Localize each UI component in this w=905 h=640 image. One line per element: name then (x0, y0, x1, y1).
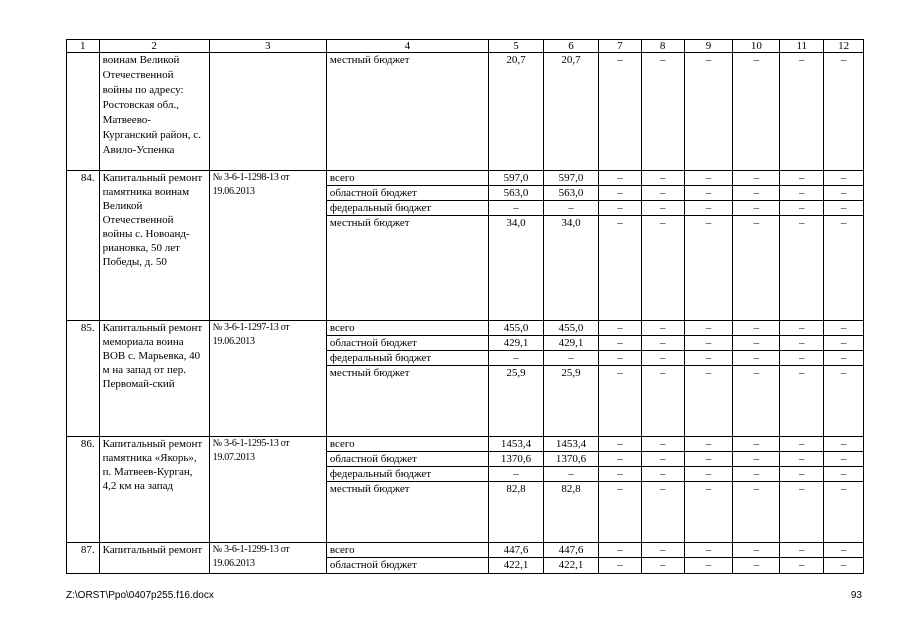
column-number-header: 11 (780, 40, 824, 53)
value-column-10: – (733, 482, 780, 543)
funding-source-label: местный бюджет (326, 53, 488, 171)
table-header-row (67, 40, 864, 53)
value-column-9: – (684, 201, 733, 216)
value-column-6: 1370,6 (543, 452, 598, 467)
value-column-9: – (684, 452, 733, 467)
column-number-header: 6 (543, 40, 598, 53)
value-column-12: – (824, 366, 864, 437)
value-column-8: – (641, 186, 684, 201)
value-column-6: 1453,4 (543, 437, 598, 452)
value-column-8: – (641, 171, 684, 186)
value-column-7: – (598, 216, 641, 321)
value-column-6: – (543, 351, 598, 366)
value-column-10: – (733, 171, 780, 186)
value-column-10: – (733, 201, 780, 216)
value-column-6: 429,1 (543, 336, 598, 351)
value-column-7: – (598, 53, 641, 171)
funding-source-label: всего (326, 171, 488, 186)
value-column-12: – (824, 558, 864, 574)
item-number: 84. (67, 171, 100, 321)
value-column-6: 563,0 (543, 186, 598, 201)
value-column-12: – (824, 437, 864, 452)
value-column-8: – (641, 452, 684, 467)
value-column-11: – (780, 216, 824, 321)
value-column-12: – (824, 186, 864, 201)
value-column-5: 422,1 (488, 558, 543, 574)
value-column-7: – (598, 543, 641, 558)
value-column-7: – (598, 336, 641, 351)
column-number-header: 12 (824, 40, 864, 53)
value-column-7: – (598, 186, 641, 201)
item-number: 85. (67, 321, 100, 437)
value-column-10: – (733, 437, 780, 452)
funding-source-label: федеральный бюджет (326, 467, 488, 482)
value-column-8: – (641, 543, 684, 558)
value-column-8: – (641, 216, 684, 321)
value-column-11: – (780, 336, 824, 351)
value-column-9: – (684, 437, 733, 452)
value-column-7: – (598, 201, 641, 216)
funding-source-label: федеральный бюджет (326, 351, 488, 366)
value-column-11: – (780, 437, 824, 452)
footer-file-path: Z:\ORST\Ppo\0407p255.f16.docx (66, 590, 214, 601)
column-number-header: 1 (67, 40, 100, 53)
value-column-8: – (641, 467, 684, 482)
value-column-9: – (684, 216, 733, 321)
value-column-5: 597,0 (488, 171, 543, 186)
value-column-12: – (824, 351, 864, 366)
value-column-10: – (733, 366, 780, 437)
value-column-9: – (684, 186, 733, 201)
object-name: Капитальный ремонт (99, 543, 209, 574)
value-column-8: – (641, 336, 684, 351)
value-column-5: 563,0 (488, 186, 543, 201)
value-column-9: – (684, 171, 733, 186)
value-column-6: – (543, 467, 598, 482)
funding-source-label: областной бюджет (326, 186, 488, 201)
value-column-12: – (824, 467, 864, 482)
column-number-header: 5 (488, 40, 543, 53)
value-column-12: – (824, 321, 864, 336)
value-column-6: 447,6 (543, 543, 598, 558)
value-column-9: – (684, 321, 733, 336)
value-column-6: 82,8 (543, 482, 598, 543)
value-column-11: – (780, 366, 824, 437)
value-column-10: – (733, 216, 780, 321)
funding-source-label: областной бюджет (326, 558, 488, 574)
column-number-header: 3 (209, 40, 326, 53)
value-column-5: 82,8 (488, 482, 543, 543)
funding-source-label: местный бюджет (326, 366, 488, 437)
column-number-header: 8 (641, 40, 684, 53)
value-column-9: – (684, 482, 733, 543)
value-column-7: – (598, 558, 641, 574)
column-number-header: 9 (684, 40, 733, 53)
item-number (67, 53, 100, 171)
value-column-5: 20,7 (488, 53, 543, 171)
value-column-8: – (641, 201, 684, 216)
value-column-6: 455,0 (543, 321, 598, 336)
value-column-9: – (684, 351, 733, 366)
value-column-11: – (780, 201, 824, 216)
object-name: Капитальный ремонт памятника воинам Великой Отечественной войны с. Новоанд-риановка, 50 лет Победы, д. 50 (99, 171, 209, 321)
column-number-header: 10 (733, 40, 780, 53)
document-reference: № 3-6-1-1298-13 от 19.06.2013 (209, 171, 326, 321)
value-column-12: – (824, 543, 864, 558)
value-column-11: – (780, 321, 824, 336)
funding-source-label: всего (326, 543, 488, 558)
value-column-7: – (598, 452, 641, 467)
funding-source-label: федеральный бюджет (326, 201, 488, 216)
column-number-header: 2 (99, 40, 209, 53)
table-row (67, 53, 864, 171)
document-reference: № 3-6-1-1297-13 от 19.06.2013 (209, 321, 326, 437)
value-column-6: – (543, 201, 598, 216)
value-column-8: – (641, 558, 684, 574)
value-column-11: – (780, 482, 824, 543)
column-number-header: 4 (326, 40, 488, 53)
item-number: 87. (67, 543, 100, 574)
value-column-7: – (598, 437, 641, 452)
value-column-11: – (780, 558, 824, 574)
funding-source-label: областной бюджет (326, 452, 488, 467)
value-column-7: – (598, 171, 641, 186)
value-column-6: 20,7 (543, 53, 598, 171)
funding-source-label: областной бюджет (326, 336, 488, 351)
value-column-12: – (824, 53, 864, 171)
value-column-8: – (641, 482, 684, 543)
value-column-12: – (824, 482, 864, 543)
value-column-5: – (488, 467, 543, 482)
value-column-5: 34,0 (488, 216, 543, 321)
column-number-header: 7 (598, 40, 641, 53)
value-column-9: – (684, 53, 733, 171)
value-column-12: – (824, 201, 864, 216)
value-column-5: – (488, 351, 543, 366)
value-column-10: – (733, 351, 780, 366)
value-column-6: 34,0 (543, 216, 598, 321)
value-column-5: – (488, 201, 543, 216)
value-column-10: – (733, 336, 780, 351)
object-name: воинам Великой Отечественной войны по адресу: Ростовская обл., Матвеево-Курганский район, с. Авило-Успенка (99, 53, 209, 171)
budget-table (66, 39, 864, 574)
value-column-5: 1453,4 (488, 437, 543, 452)
value-column-9: – (684, 336, 733, 351)
funding-source-label: всего (326, 321, 488, 336)
value-column-6: 422,1 (543, 558, 598, 574)
value-column-7: – (598, 351, 641, 366)
value-column-7: – (598, 366, 641, 437)
funding-source-label: местный бюджет (326, 216, 488, 321)
value-column-5: 1370,6 (488, 452, 543, 467)
table-row (67, 171, 864, 186)
value-column-12: – (824, 452, 864, 467)
value-column-10: – (733, 53, 780, 171)
value-column-5: 429,1 (488, 336, 543, 351)
value-column-5: 25,9 (488, 366, 543, 437)
value-column-10: – (733, 452, 780, 467)
value-column-6: 25,9 (543, 366, 598, 437)
value-column-10: – (733, 543, 780, 558)
value-column-7: – (598, 467, 641, 482)
value-column-11: – (780, 351, 824, 366)
value-column-12: – (824, 171, 864, 186)
document-reference: № 3-6-1-1299-13 от 19.06.2013 (209, 543, 326, 574)
value-column-8: – (641, 351, 684, 366)
value-column-11: – (780, 171, 824, 186)
value-column-5: 447,6 (488, 543, 543, 558)
document-reference: № 3-6-1-1295-13 от 19.07.2013 (209, 437, 326, 543)
value-column-8: – (641, 366, 684, 437)
value-column-11: – (780, 452, 824, 467)
value-column-6: 597,0 (543, 171, 598, 186)
table-body (67, 40, 864, 574)
table-row (67, 437, 864, 452)
value-column-9: – (684, 467, 733, 482)
value-column-10: – (733, 467, 780, 482)
item-number: 86. (67, 437, 100, 543)
value-column-7: – (598, 482, 641, 543)
table-row (67, 543, 864, 558)
value-column-11: – (780, 467, 824, 482)
value-column-11: – (780, 53, 824, 171)
document-reference (209, 53, 326, 171)
value-column-9: – (684, 366, 733, 437)
object-name: Капитальный ремонт памятника «Якорь», п. Матвеев-Курган, 4,2 км на запад (99, 437, 209, 543)
value-column-11: – (780, 543, 824, 558)
value-column-10: – (733, 321, 780, 336)
value-column-10: – (733, 558, 780, 574)
value-column-11: – (780, 186, 824, 201)
funding-source-label: местный бюджет (326, 482, 488, 543)
object-name: Капитальный ремонт мемориала воина ВОВ с. Марьевка, 40 м на запад от пер. Первомай-ский (99, 321, 209, 437)
value-column-10: – (733, 186, 780, 201)
funding-source-label: всего (326, 437, 488, 452)
value-column-12: – (824, 216, 864, 321)
value-column-9: – (684, 558, 733, 574)
value-column-8: – (641, 53, 684, 171)
value-column-9: – (684, 543, 733, 558)
value-column-8: – (641, 437, 684, 452)
value-column-8: – (641, 321, 684, 336)
footer-page-number: 93 (850, 590, 862, 601)
value-column-7: – (598, 321, 641, 336)
table-row (67, 321, 864, 336)
value-column-12: – (824, 336, 864, 351)
value-column-5: 455,0 (488, 321, 543, 336)
